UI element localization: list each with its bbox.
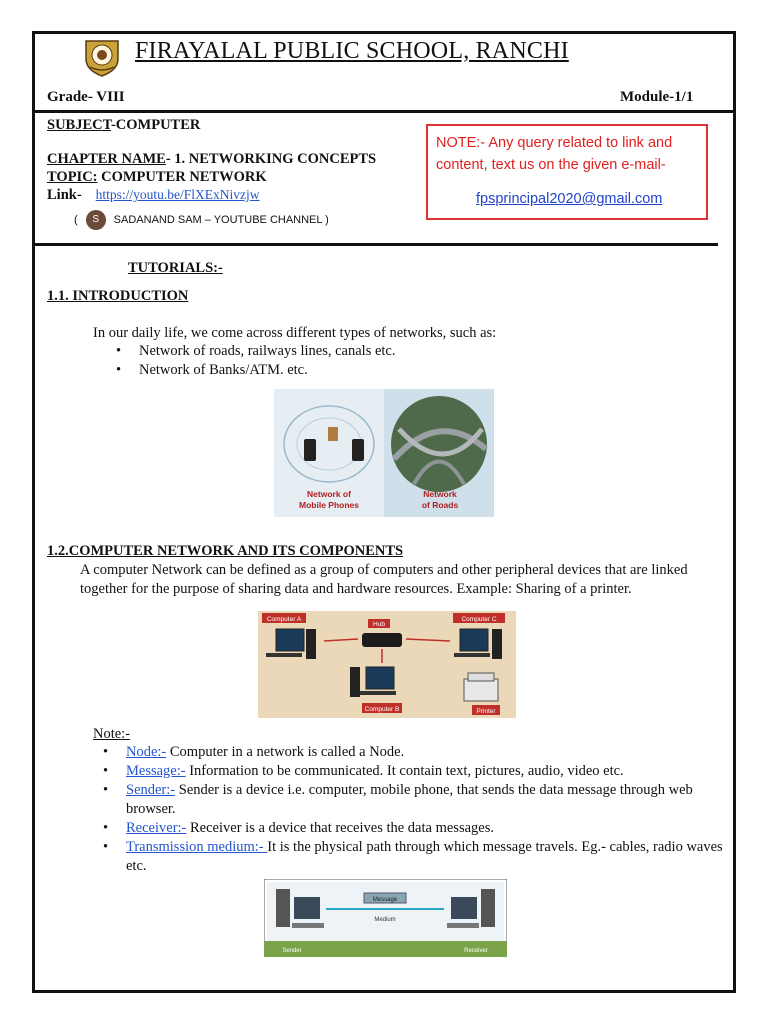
label-printer: Printer: [476, 708, 496, 715]
school-crest-logo: [82, 37, 122, 77]
channel-credit: ( S SADANAND SAM – YOUTUBE CHANNEL ): [74, 210, 329, 230]
contact-email[interactable]: fpsprincipal2020@gmail.com: [476, 191, 663, 207]
term-receiver[interactable]: Receiver:-: [126, 820, 187, 836]
note-box: [426, 124, 708, 220]
svg-text:of Roads: of Roads: [421, 500, 459, 510]
label-hub: Hub: [373, 621, 385, 628]
note-text: NOTE:- Any query related to link and content, text us on the given e-mail-: [436, 135, 673, 173]
channel-avatar: S: [86, 210, 106, 230]
tutorials-heading: TUTORIALS:-: [128, 260, 223, 276]
note-heading: Note:-: [93, 726, 131, 742]
chapter-line: CHAPTER NAME- 1. NETWORKING CONCEPTS: [47, 151, 377, 167]
intro-paragraph: In our daily life, we come across different types of networks, such as:: [93, 325, 497, 341]
link-line: Link- https://youtu.be/FlXExNivzjw: [47, 187, 260, 203]
list-item: • Message:- Information to be communicated. It contain text, pictures, audio, video etc.: [80, 762, 730, 781]
components-heading: 1.2.COMPUTER NETWORK AND ITS COMPONENTS: [47, 543, 404, 559]
label-computer-b: Computer B: [364, 706, 400, 713]
list-item: • Network of roads, railways lines, canals etc.: [93, 342, 395, 361]
image-label-mobile: Network of: [307, 489, 351, 499]
notes-list: [80, 743, 730, 876]
intro-heading: 1.1. INTRODUCTION: [47, 288, 189, 304]
label-receiver: Receiver: [464, 948, 488, 954]
svg-text:Mobile Phones: Mobile Phones: [299, 500, 359, 510]
list-item: • Receiver:- Receiver is a device that receives the data messages.: [80, 819, 730, 838]
intro-list: [93, 342, 395, 380]
list-item: • Sender:- Sender is a device i.e. computer, mobile phone, that sends the data message through web browser.: [80, 781, 730, 819]
term-transmission-medium[interactable]: Transmission medium:-: [126, 839, 268, 855]
term-node[interactable]: Node:-: [126, 744, 167, 760]
module-label: Module-1/1: [620, 89, 694, 105]
list-item: • Network of Banks/ATM. etc.: [93, 361, 395, 380]
topic-line: TOPIC: COMPUTER NETWORK: [47, 169, 267, 185]
components-paragraph: A computer Network can be defined as a group of computers and other peripheral devices that are linked together for the purpose of sharing data and hardware resources. Example: Sharing of a printer.: [80, 562, 688, 597]
networks-illustration: [274, 389, 494, 517]
label-medium: Medium: [374, 917, 396, 923]
youtube-link[interactable]: https://youtu.be/FlXExNivzjw: [95, 187, 260, 202]
school-title: FIRAYALAL PUBLIC SCHOOL, RANCHI: [135, 38, 569, 64]
grade-label: Grade- VIII: [47, 89, 125, 105]
term-message[interactable]: Message:-: [126, 763, 186, 779]
header-divider: [35, 110, 734, 113]
term-sender[interactable]: Sender:-: [126, 782, 176, 798]
hub-network-illustration: [258, 611, 516, 718]
label-computer-a: Computer A: [266, 616, 302, 623]
list-item: • Transmission medium:- It is the physical path through which message travels. Eg.- cables, radio waves etc.: [80, 838, 730, 876]
label-message: Message: [372, 897, 398, 903]
label-sender: Sender: [282, 948, 302, 954]
list-item: • Node:- Computer in a network is called a Node.: [80, 743, 730, 762]
section-divider: [35, 243, 718, 246]
label-computer-c: Computer C: [461, 616, 497, 623]
image-label-roads: Network: [423, 489, 457, 499]
subject-line: SUBJECT-COMPUTER: [47, 117, 201, 133]
sender-receiver-illustration: [264, 879, 507, 957]
